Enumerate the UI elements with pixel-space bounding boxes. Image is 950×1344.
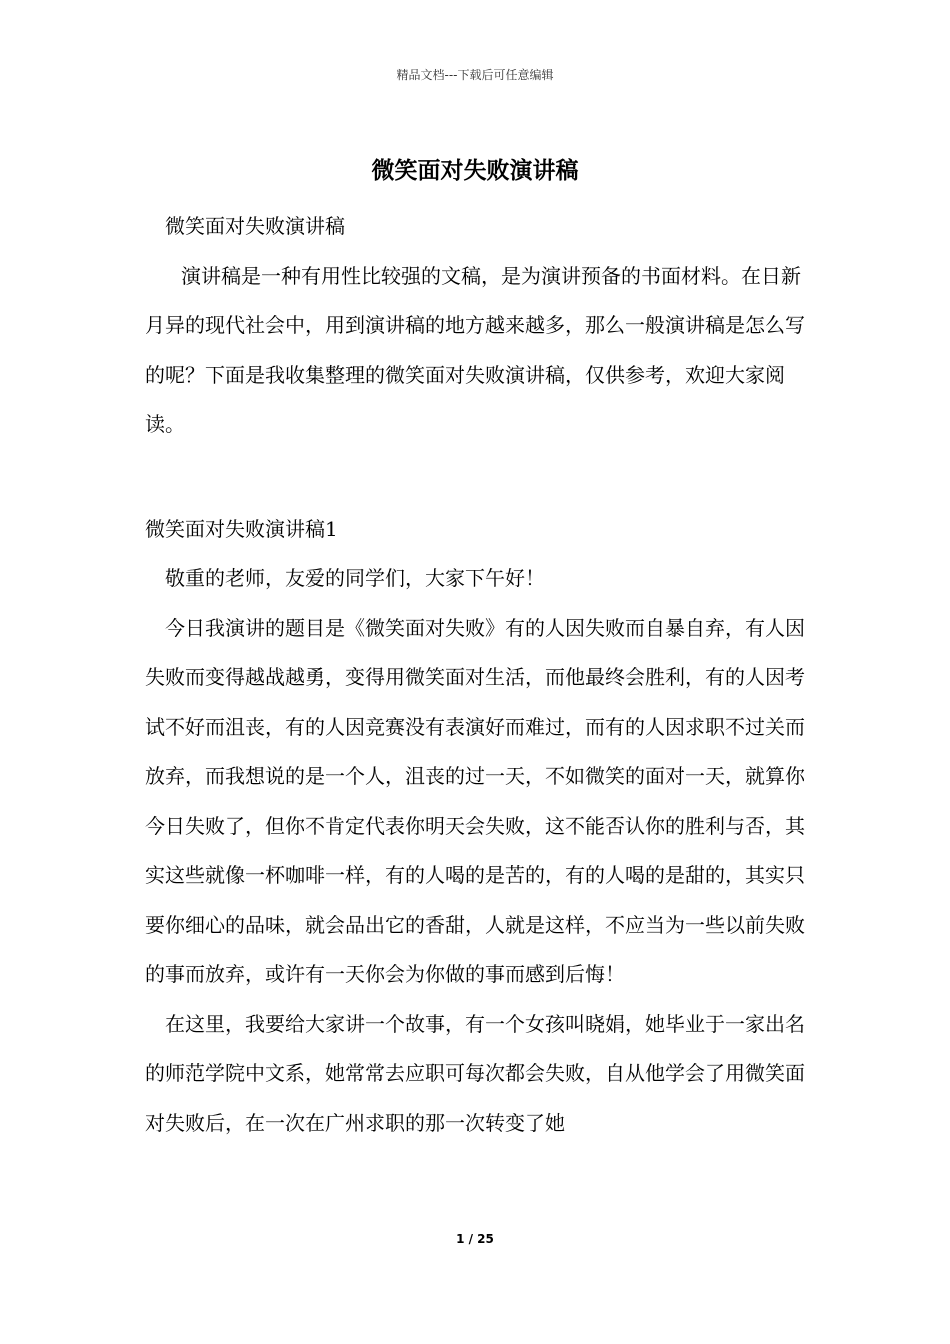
- document-title: 微笑面对失败演讲稿: [371, 158, 579, 184]
- document-body: [145, 202, 815, 1148]
- page-number: 1 / 25: [456, 1232, 494, 1246]
- page-header: 精品文档---下载后可任意编辑: [396, 68, 554, 82]
- body-paragraph: 今日我演讲的题目是《微笑面对失败》有的人因失败而自暴自弃，有人因失败而变得越战越勇，变得用微笑面对生活，而他最终会胜利，有的人因考试不好而沮丧，有的人因竞赛没有表演好而难过，而有的人因求职不过关而放弃，而我想说的是一个人，沮丧的过一天，不如微笑的面对一天，就算你今日失败了，但你不肯定代表你明天会失败，这不能否认你的胜利与否，其实这些就像一杯咖啡一样，有的人喝的是苦的，有的人喝的是甜的，其实只要你细心的品味，就会品出它的香甜，人就是这样，不应当为一些以前失败的事而放弃，或许有一天你会为你做的事而感到后悔！: [145, 615, 805, 986]
- body-paragraph: 在这里，我要给大家讲一个故事，有一个女孩叫晓娟，她毕业于一家出名的师范学院中文系，她常常去应职可每次都会失败，自从他学会了用微笑面对失败后，在一次在广州求职的那一次转变了她: [145, 1011, 805, 1135]
- section-spacer: [145, 450, 815, 505]
- greeting-paragraph: 敬重的老师，友爱的同学们，大家下午好！: [165, 566, 545, 590]
- intro-paragraph: 演讲稿是一种有用性比较强的文稿，是为演讲预备的书面材料。在日新月异的现代社会中，用到演讲稿的地方越来越多，那么一般演讲稿是怎么写的呢？下面是我收集整理的微笑面对失败演讲稿，仅供参考，欢迎大家阅读。: [145, 263, 805, 436]
- document-subtitle: 微笑面对失败演讲稿: [165, 214, 345, 238]
- section-heading: 微笑面对失败演讲稿1: [145, 516, 338, 541]
